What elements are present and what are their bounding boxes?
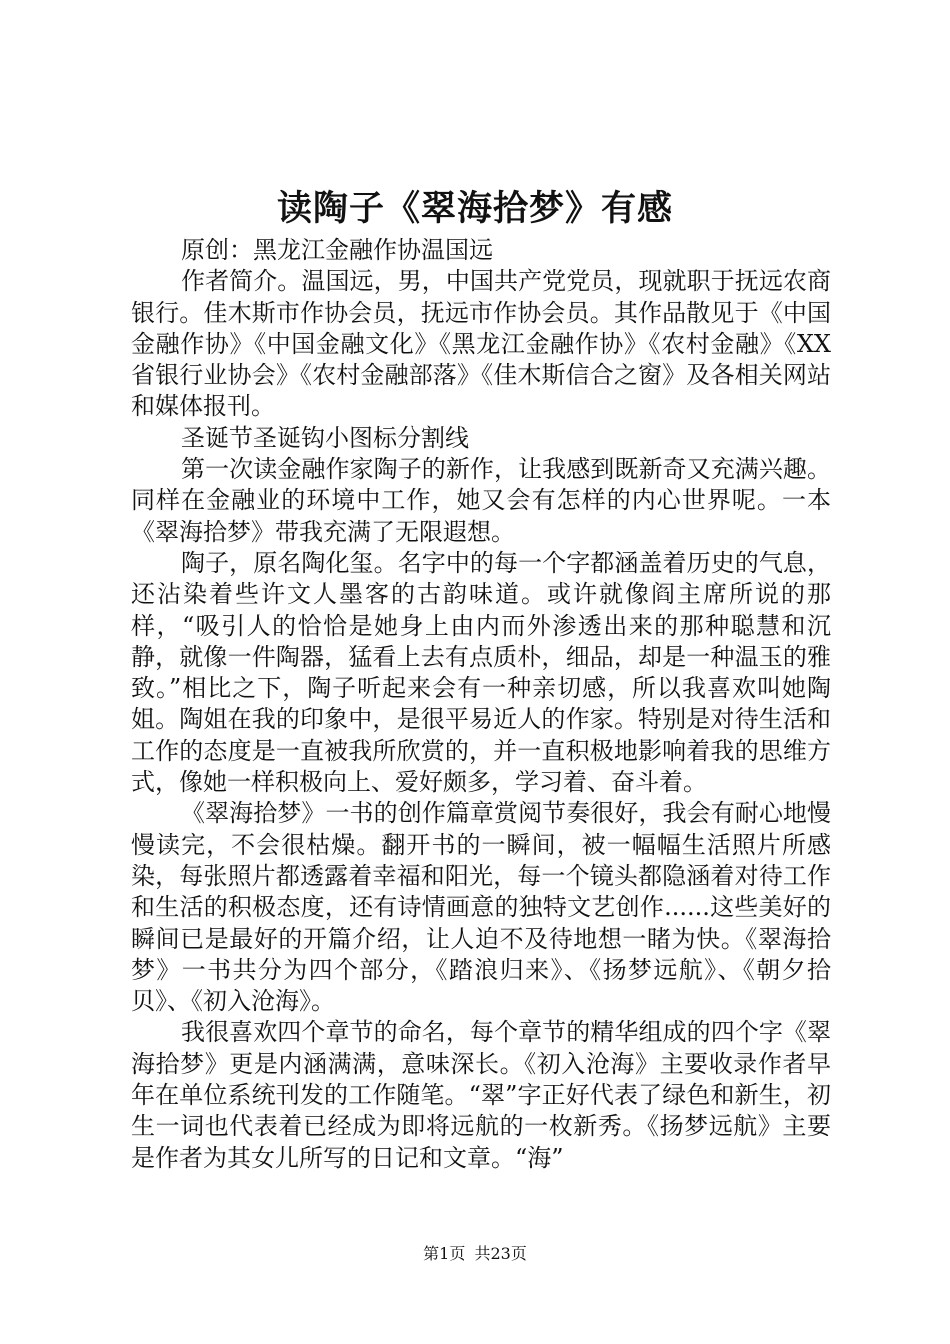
page-total: 共23页 [474,1244,527,1263]
page-number: 第1页 [423,1244,466,1263]
body-paragraph: 第一次读金融作家陶子的新作，让我感到既新奇又充满兴趣。同样在金融业的环境中工作，她又会有怎样的内心世界呢。一本《翠海拾梦》带我充满了无限遐想。 [131,455,831,546]
body-paragraph: 陶子，原名陶化玺。名字中的每一个字都涵盖着历史的气息，还沾染着些许文人墨客的古韵味道。或许就像阎主席所说的那样，“吸引人的恰恰是她身上由内而外渗透出来的那种聪慧和沉静，就像一件陶器，猛看上去有点质朴，细品，却是一种温玉的雅致。”相比之下，陶子听起来会有一种亲切感，所以我喜欢叫她陶姐。陶姐在我的印象中，是很平易近人的作家。特别是对待生活和工作的态度是一直被我所欣赏的，并一直积极地影响着我的思维方式，像她一样积极向上、爱好颇多，学习着、奋斗着。 [131,548,831,797]
document-title: 读陶子《翠海拾梦》有感 [276,188,673,229]
body-paragraph: 《翠海拾梦》一书的创作篇章赏阅节奏很好，我会有耐心地慢慢读完，不会很枯燥。翻开书的一瞬间，被一幅幅生活照片所感染，每张照片都透露着幸福和阳光，每一个镜头都隐涵着对待工作和生活的积极态度，还有诗情画意的独特文艺创作......这些美好的瞬间已是最好的开篇介绍，让人迫不及待地想一睹为快。《翠海拾梦》一书共分为四个部分，《踏浪归来》、《扬梦远航》、《朝夕拾贝》、《初入沧海》。 [131,799,831,1016]
divider-caption: 圣诞节圣诞钩小图标分割线 [181,423,469,452]
document-body [131,235,831,1174]
author-credit: 原创：黑龙江金融作协温国远 [181,236,493,264]
body-paragraph: 我很喜欢四个章节的命名，每个章节的精华组成的四个字《翠海拾梦》更是内涵满满，意味深长。《初入沧海》主要收录作者早年在单位系统刊发的工作随笔。“翠”字正好代表了绿色和新生，初生一词也代表着已经成为即将远航的一枚新秀。《扬梦远航》主要是作者为其女儿所写的日记和文章。“海” [131,1018,831,1172]
page-footer [0,1242,950,1266]
author-bio-paragraph: 作者简介。温国远，男，中国共产党党员，现就职于抚远农商银行。佳木斯市作协会员，抚远市作协会员。其作品散见于《中国金融作协》《中国金融文化》《黑龙江金融作协》《农村金融》《XX省银行业协会》《农村金融部落》《佳木斯信合之窗》及各相关网站和媒体报刊。 [131,267,831,421]
